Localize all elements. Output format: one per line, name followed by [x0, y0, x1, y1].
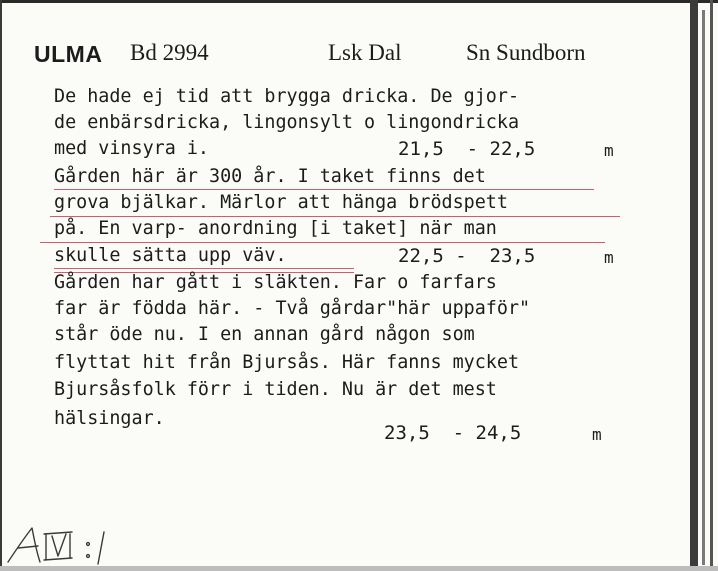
- text-line: skulle sätta upp väv.: [54, 245, 287, 266]
- card-right-edge: [690, 0, 698, 571]
- measurement-range: 23,5 - 24,5: [384, 422, 522, 444]
- measurement-unit: m: [604, 141, 614, 160]
- text-line: De hade ej tid att brygga dricka. De gjor-: [54, 86, 520, 107]
- text-line: de enbärsdricka, lingonsylt o lingondricka: [54, 112, 520, 133]
- text-line: Gården har gått i släkten. Far o farfars: [54, 272, 497, 293]
- text-line: på. En varp- anordning [i taket] när man: [54, 218, 497, 239]
- measurement-range: 21,5 - 22,5: [398, 138, 536, 160]
- text-line: flyttat hit från Bjursås. Här fanns mycket: [54, 352, 520, 373]
- card-right-shadow: [702, 10, 705, 565]
- card-right-outer-edge: [710, 0, 713, 571]
- header-number: Bd 2994: [130, 40, 209, 65]
- header-parish: Sn Sundborn: [466, 40, 586, 65]
- text-line: grova bjälkar. Märlor att hänga brödspett: [54, 192, 508, 213]
- text-line: Bjursåsfolk förr i tiden. Nu är det mest: [54, 379, 497, 400]
- text-line: far är födda här. - Två gårdar"här uppaför": [54, 298, 531, 319]
- header-district: Lsk Dal: [328, 40, 402, 65]
- text-line: Gården här är 300 år. I taket finns det: [54, 166, 486, 187]
- text-line: med vinsyra i.: [54, 138, 210, 159]
- text-line: står öde nu. I en annan gård någon som: [54, 324, 475, 345]
- measurement-unit: m: [592, 425, 602, 444]
- card-top-edge: [0, 0, 718, 3]
- card-left-edge: [0, 0, 2, 571]
- header-place: ULMA: [34, 41, 103, 67]
- handwritten-signature: [0, 510, 130, 570]
- text-line: hälsingar.: [54, 408, 165, 429]
- measurement-unit: m: [604, 248, 614, 267]
- measurement-range: 22,5 - 23,5: [398, 245, 536, 267]
